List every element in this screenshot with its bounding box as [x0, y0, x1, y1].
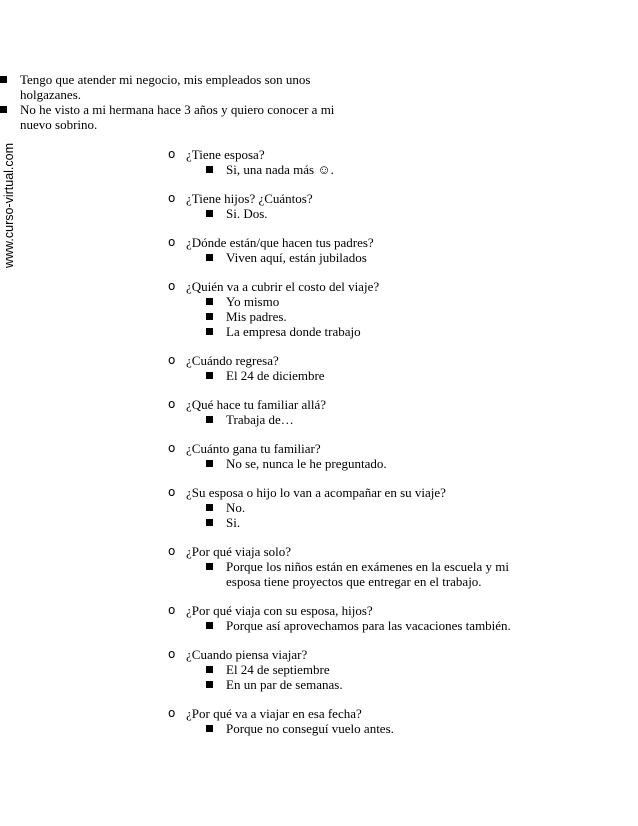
question-text: ¿Por qué viaja con su esposa, hijos? [186, 603, 373, 618]
square-bullet-icon [206, 681, 213, 688]
question-block [0, 353, 638, 383]
question-text: ¿Cuándo regresa? [186, 353, 279, 368]
circle-bullet-icon: o [168, 147, 176, 161]
answer-text: Porque no conseguí vuelo antes. [226, 721, 394, 736]
answer-text: La empresa donde trabajo [226, 324, 361, 339]
square-bullet-icon [206, 166, 213, 173]
answer-item [0, 72, 340, 102]
square-bullet-icon [206, 460, 213, 467]
question-text: ¿Su esposa o hijo lo van a acompañar en su viaje? [186, 485, 446, 500]
question-text: ¿Por qué viaja solo? [186, 544, 292, 559]
circle-bullet-icon: o [168, 603, 176, 617]
answer-item [186, 294, 546, 309]
answer-text: No he visto a mi hermana hace 3 años y quiero conocer a mi nuevo sobrino. [20, 102, 335, 132]
question-block [0, 441, 638, 471]
square-bullet-icon [0, 106, 7, 113]
answer-text: Si. Dos. [226, 206, 268, 221]
question-text: ¿Cuando piensa viajar? [186, 647, 308, 662]
answer-item [186, 206, 546, 221]
answer-text: No. [226, 500, 246, 515]
watermark-url: www.curso-virtual.com [2, 142, 16, 268]
answer-text: En un par de semanas. [226, 677, 343, 692]
answer-text: Mis padres. [226, 309, 287, 324]
answer-text: Tengo que atender mi negocio, mis empleados son unos holgazanes. [20, 72, 311, 102]
square-bullet-icon [206, 622, 213, 629]
square-bullet-icon [206, 210, 213, 217]
circle-bullet-icon: o [168, 706, 176, 720]
square-bullet-icon [0, 76, 7, 83]
answer-list [186, 412, 638, 427]
continued-answer-list [0, 72, 638, 132]
answer-item [186, 662, 546, 677]
square-bullet-icon [206, 328, 213, 335]
answer-item [186, 559, 546, 589]
square-bullet-icon [206, 519, 213, 526]
question-block [0, 603, 638, 633]
square-bullet-icon [206, 254, 213, 261]
question-text: ¿Cuánto gana tu familiar? [186, 441, 321, 456]
answer-list [186, 721, 638, 736]
answer-item [186, 309, 546, 324]
document-body [0, 72, 638, 736]
square-bullet-icon [206, 313, 213, 320]
question-text: ¿Tiene hijos? ¿Cuántos? [186, 191, 313, 206]
question-text: ¿Quién va a cubrir el costo del viaje? [186, 279, 380, 294]
square-bullet-icon [206, 372, 213, 379]
answer-item [186, 250, 546, 265]
answer-text: El 24 de diciembre [226, 368, 325, 383]
circle-bullet-icon: o [168, 441, 176, 455]
answer-text: El 24 de septiembre [226, 662, 330, 677]
circle-bullet-icon: o [168, 279, 176, 293]
answer-item [186, 162, 546, 177]
question-block [0, 485, 638, 530]
answer-item [186, 721, 546, 736]
answer-item [186, 500, 546, 515]
circle-bullet-icon: o [168, 191, 176, 205]
square-bullet-icon [206, 504, 213, 511]
question-block [0, 397, 638, 427]
question-block [0, 279, 638, 339]
answer-text: Yo mismo [226, 294, 280, 309]
question-block [0, 706, 638, 736]
circle-bullet-icon: o [168, 353, 176, 367]
question-text: ¿Por qué va a viajar en esa fecha? [186, 706, 362, 721]
answer-item [186, 618, 546, 633]
answer-list [186, 662, 638, 692]
square-bullet-icon [206, 298, 213, 305]
answer-item [186, 368, 546, 383]
answer-item [186, 456, 546, 471]
answer-text: Porque los niños están en exámenes en la escuela y mi esposa tiene proyectos que entregar en el trabajo. [226, 559, 510, 589]
answer-text: No se, nunca le he preguntado. [226, 456, 387, 471]
answer-text: Si. [226, 515, 241, 530]
question-text: ¿Qué hace tu familiar allá? [186, 397, 327, 412]
circle-bullet-icon: o [168, 544, 176, 558]
answer-item [0, 102, 340, 132]
answer-item [186, 412, 546, 427]
answer-list [186, 368, 638, 383]
circle-bullet-icon: o [168, 397, 176, 411]
question-block [0, 544, 638, 589]
answer-list [186, 250, 638, 265]
question-block [0, 191, 638, 221]
answer-list [186, 500, 638, 530]
answer-list [186, 456, 638, 471]
question-block [0, 647, 638, 692]
question-text: ¿Dónde están/que hacen tus padres? [186, 235, 374, 250]
answer-text: Viven aquí, están jubilados [226, 250, 367, 265]
square-bullet-icon [206, 563, 213, 570]
circle-bullet-icon: o [168, 647, 176, 661]
answer-list [186, 294, 638, 339]
question-list [0, 147, 638, 736]
question-block [0, 235, 638, 265]
circle-bullet-icon: o [168, 235, 176, 249]
answer-list [186, 618, 638, 633]
square-bullet-icon [206, 725, 213, 732]
answer-item [186, 324, 546, 339]
answer-list [186, 162, 638, 177]
answer-item [186, 515, 546, 530]
question-text: ¿Tiene esposa? [186, 147, 265, 162]
question-block [0, 147, 638, 177]
answer-list [186, 206, 638, 221]
square-bullet-icon [206, 666, 213, 673]
answer-text: Porque así aprovechamos para las vacaciones también. [226, 618, 511, 633]
answer-text: Si, una nada más ☺. [226, 162, 334, 177]
circle-bullet-icon: o [168, 485, 176, 499]
answer-text: Trabaja de… [226, 412, 294, 427]
square-bullet-icon [206, 416, 213, 423]
answer-item [186, 677, 546, 692]
answer-list [186, 559, 638, 589]
